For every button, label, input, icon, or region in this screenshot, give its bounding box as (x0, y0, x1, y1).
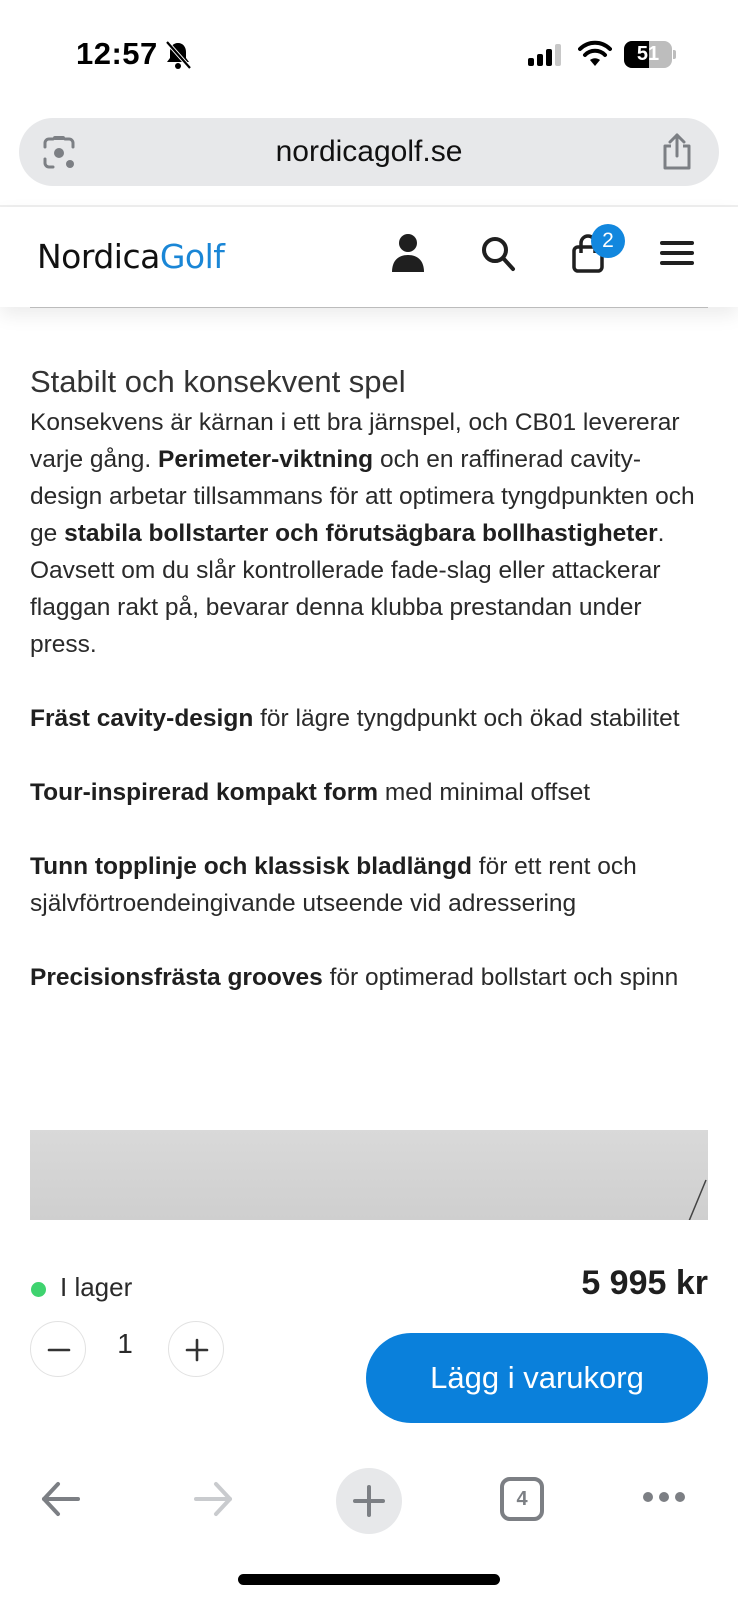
tabs-icon[interactable]: 4 (500, 1477, 544, 1521)
bell-slash-icon (164, 40, 192, 70)
menu-icon[interactable] (658, 233, 698, 273)
feature-item (30, 774, 710, 811)
user-icon[interactable] (388, 233, 428, 273)
cart-count-badge: 2 (591, 224, 625, 258)
home-indicator (238, 1574, 500, 1585)
feature-item (30, 959, 710, 996)
quantity-decrease-button[interactable] (30, 1321, 86, 1377)
new-tab-button[interactable] (336, 1468, 402, 1534)
feature-bold: Tunn topplinje och klassisk bladlängd (30, 853, 472, 880)
feature-text: för ett rent och självförtroendeingivande utseende vid adressering (30, 853, 637, 917)
feature-bold: Tour-inspirerad kompakt form (30, 779, 379, 806)
status-bar (0, 0, 738, 110)
quantity-increase-button[interactable] (168, 1321, 224, 1377)
forward-arrow-icon[interactable] (192, 1479, 236, 1519)
product-price: 5 995 kr (581, 1264, 708, 1302)
stock-status: I lager (60, 1272, 133, 1302)
plus-icon (353, 1485, 385, 1517)
feature-bold: Precisionsfrästa grooves (30, 964, 323, 991)
feature-text: för lägre tyngdpunkt och ökad stabilitet (253, 705, 680, 732)
add-to-cart-button[interactable]: Lägg i varukorg (366, 1333, 708, 1423)
intro-bold-1: Perimeter-viktning (158, 446, 374, 473)
logo-text-golf: Golf (159, 237, 225, 276)
club-shaft-graphic (678, 1178, 708, 1220)
wifi-icon (578, 40, 612, 68)
search-icon[interactable] (478, 233, 518, 273)
feature-bold: Fräst cavity-design (30, 705, 254, 732)
in-stock-indicator (31, 1282, 46, 1297)
url-text[interactable]: nordicagolf.se (275, 135, 463, 168)
logo-text-nordica: Nordica (37, 237, 160, 276)
product-image (30, 1130, 708, 1220)
section-title: Stabilt och konsekvent spel (30, 364, 406, 399)
feature-text: med minimal offset (378, 779, 591, 806)
more-icon[interactable] (642, 1489, 686, 1505)
product-description (30, 360, 710, 996)
minus-icon (47, 1338, 71, 1362)
intro-paragraph (30, 404, 710, 663)
plus-icon (185, 1338, 209, 1362)
feature-item (30, 848, 710, 922)
signal-icon (528, 44, 564, 66)
intro-bold-2: stabila bollstarter och förutsägbara bollhastigheter (64, 520, 658, 547)
sticky-buy-bar (0, 1220, 738, 1455)
address-bar[interactable] (19, 118, 719, 186)
nordica-golf-logo[interactable] (37, 237, 224, 277)
share-icon[interactable] (659, 132, 695, 172)
status-time: 12:57 (76, 36, 158, 71)
back-arrow-icon[interactable] (38, 1479, 82, 1519)
site-header (0, 207, 738, 307)
feature-item (30, 700, 710, 737)
battery-percent: 51 (636, 43, 660, 65)
intro-text-3: . Oavsett om du slår kontrollerade fade-slag eller attackerar flaggan rakt på, bevarar denna klubba prestandan under press. (30, 520, 665, 658)
quantity-value[interactable]: 1 (117, 1328, 133, 1359)
battery-icon (624, 41, 676, 68)
intro-text-2: och en raffinerad cavity-design arbetar tillsammans för att optimera tyngdpunkten och ge (30, 446, 695, 547)
intro-text-1: Konsekvens är kärnan i ett bra järnspel, och CB01 levererar varje gång. (30, 409, 680, 473)
feature-text: för optimerad bollstart och spinn (322, 964, 679, 991)
